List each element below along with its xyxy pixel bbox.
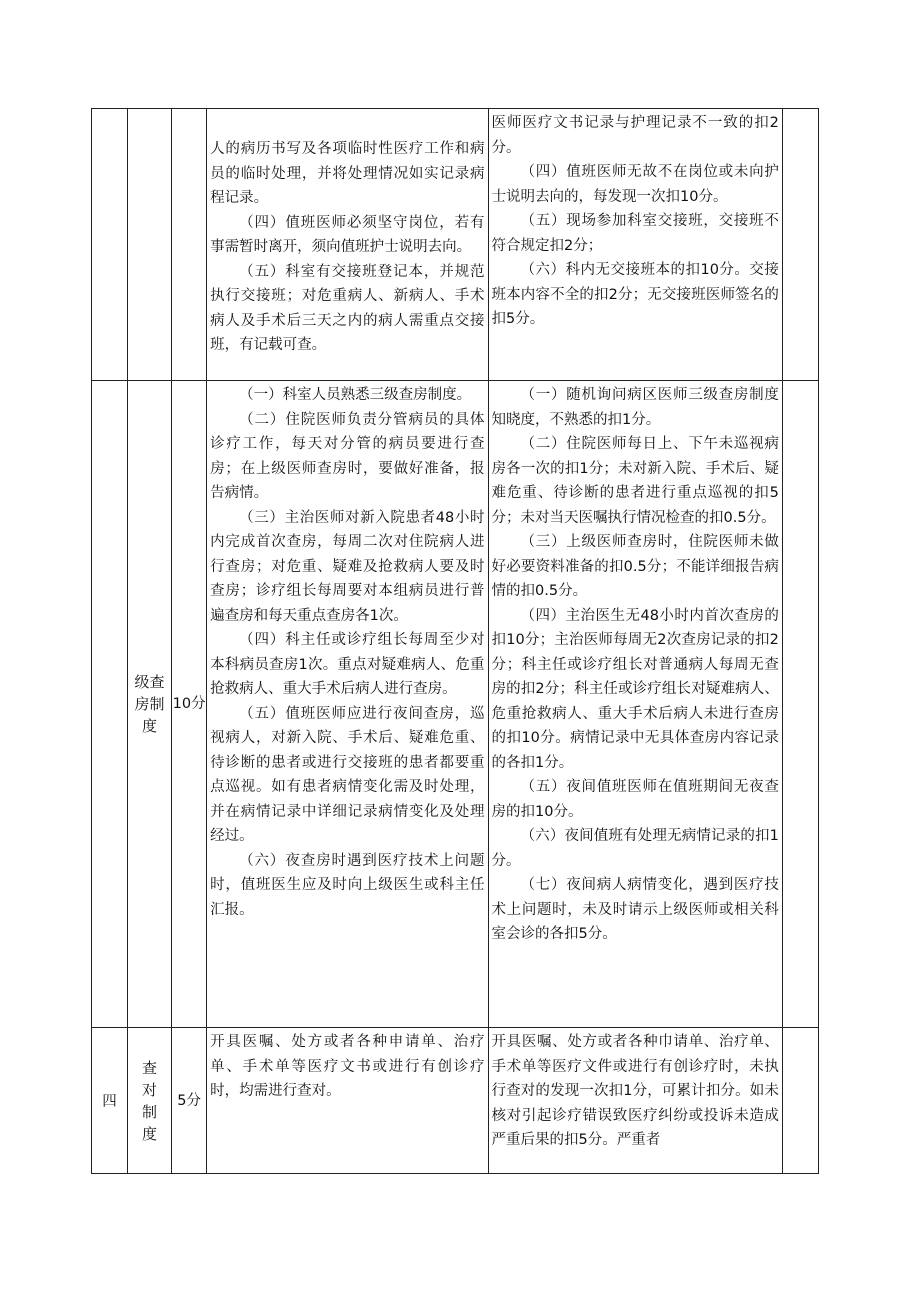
deduction-cell	[782, 381, 818, 1028]
score-label: 5分	[177, 1092, 201, 1109]
requirements-cell	[207, 1028, 488, 1174]
score-label: 10分	[172, 696, 206, 712]
score-cell	[172, 109, 207, 381]
regulation-table	[91, 108, 819, 1174]
item-cell	[128, 1028, 172, 1174]
table-row	[92, 381, 819, 1028]
row-number: 四	[102, 1094, 117, 1110]
item-label: 查对制度	[142, 1058, 158, 1143]
requirements-cell	[207, 381, 488, 1028]
table-row	[92, 109, 819, 381]
requirement-text: （一）科室人员熟悉三级查房制度。	[239, 387, 472, 403]
criteria-text: （五）现场参加科室交接班，交接班不符合规定扣2分；	[491, 213, 779, 254]
criteria-text: （六）夜间值班有处理无病情记录的扣1分。	[491, 828, 779, 869]
requirement-text: （六）夜查房时遇到医疗技术上问题时，值班医生应及时向上级医生或科主任汇报。	[210, 852, 485, 918]
criteria-text: （四）主治医生无48小时内首次查房的扣10分；主治医师每周无2次查房记录的扣2分；科主任或诊疗组长对普通病人每周无查房的扣2分；科主任或诊疗组长对疑难病人、危重抢救病人、重大手术后病人未进行查房的扣10分。病情记录中无具体查房内容记录的各扣1分。	[491, 607, 779, 771]
requirement-text: （四）值班医师必须坚守岗位，若有事需暂时离开，须向值班护士说明去向。	[210, 214, 485, 255]
table-row	[92, 1028, 819, 1174]
criteria-text: （一）随机询问病区医师三级查房制度知晓度，不熟悉的扣1分。	[491, 387, 779, 428]
score-cell	[172, 1028, 207, 1174]
deduction-cell	[782, 109, 818, 381]
item-cell	[128, 381, 172, 1028]
criteria-text: （二）住院医师每日上、下午未巡视病房各一次的扣1分；未对新入院、手术后、疑难危重、待诊断的患者进行重点巡视的扣5分；未对当天医嘱执行情况检查的扣0.5分。	[491, 436, 779, 526]
requirement-text: 人的病历书写及各项临时性医疗工作和病员的临时处理，并将处理情况如实记录病程记录。	[210, 141, 485, 206]
deduction-cell	[782, 1028, 818, 1174]
requirement-text: （五）科室有交接班登记本，并规范执行交接班；对危重病人、新病人、手术病人及手术后三天之内的病人需重点交接班，有记载可查。	[210, 263, 485, 353]
requirement-text: （二）住院医师负责分管病员的具体诊疗工作，每天对分管的病员要进行查房；在上级医师查房时，要做好准备，报告病情。	[210, 411, 485, 501]
requirements-cell	[207, 109, 488, 381]
criteria-text: 开具医嘱、处方或者各种巾请单、治疗单、手术单等医疗文件或进行有创诊疗时，未执行查对的发现一次扣1分，可累计扣分。如未核对引起诊疗错误致医疗纠纷或投诉未造成严重后果的扣5分。严重者	[491, 1034, 779, 1148]
requirement-text: （三）主治医师对新入院患者48小时内完成首次查房，每周二次对住院病人进行查房；对危重、疑难及抢救病人要及时查房；诊疗组长每周要对本组病员进行普遍查房和每天重点查房各1次。	[210, 509, 485, 624]
criteria-text: （三）上级医师查房时，住院医师未做好必要资料准备的扣0.5分；不能详细报告病情的扣0.5分。	[491, 534, 779, 599]
requirement-text: 开具医嘱、处方或者各种申请单、治疗单、手术单等医疗文书或进行有创诊疗时，均需进行查对。	[210, 1034, 485, 1099]
row-number-cell	[92, 109, 128, 381]
criteria-text: 医师医疗文书记录与护理记录不一致的扣2分。	[491, 115, 779, 156]
row-number-cell	[92, 381, 128, 1028]
criteria-cell	[488, 109, 782, 381]
item-cell	[128, 109, 172, 381]
row-number-cell	[92, 1028, 128, 1174]
criteria-text: （四）值班医师无故不在岗位或未向护士说明去向的，每发现一次扣10分。	[491, 164, 779, 205]
criteria-text: （六）科内无交接班本的扣10分。交接班本内容不全的扣2分；无交接班医师签名的扣5分。	[491, 262, 779, 327]
score-cell	[172, 381, 207, 1028]
criteria-cell	[488, 1028, 782, 1174]
criteria-text: （七）夜间病人病情变化，遇到医疗技术上问题时，未及时请示上级医师或相关科室会诊的各扣5分。	[491, 877, 779, 942]
requirement-text: （四）科主任或诊疗组长每周至少对本科病员查房1次。重点对疑难病人、危重抢救病人、重大手术后病人进行查房。	[210, 632, 485, 697]
requirement-text: （五）值班医师应进行夜间查房，巡视病人，对新入院、手术后、疑难危重、待诊断的患者或进行交接班的患者都要重点巡视。如有患者病情变化需及时处理，并在病情记录中详细记录病情变化及处理经过。	[210, 705, 485, 844]
criteria-text: （五）夜间值班医师在值班期间无夜查房的扣10分。	[491, 779, 779, 820]
criteria-cell	[488, 381, 782, 1028]
item-label: 级查房制度	[134, 673, 165, 735]
